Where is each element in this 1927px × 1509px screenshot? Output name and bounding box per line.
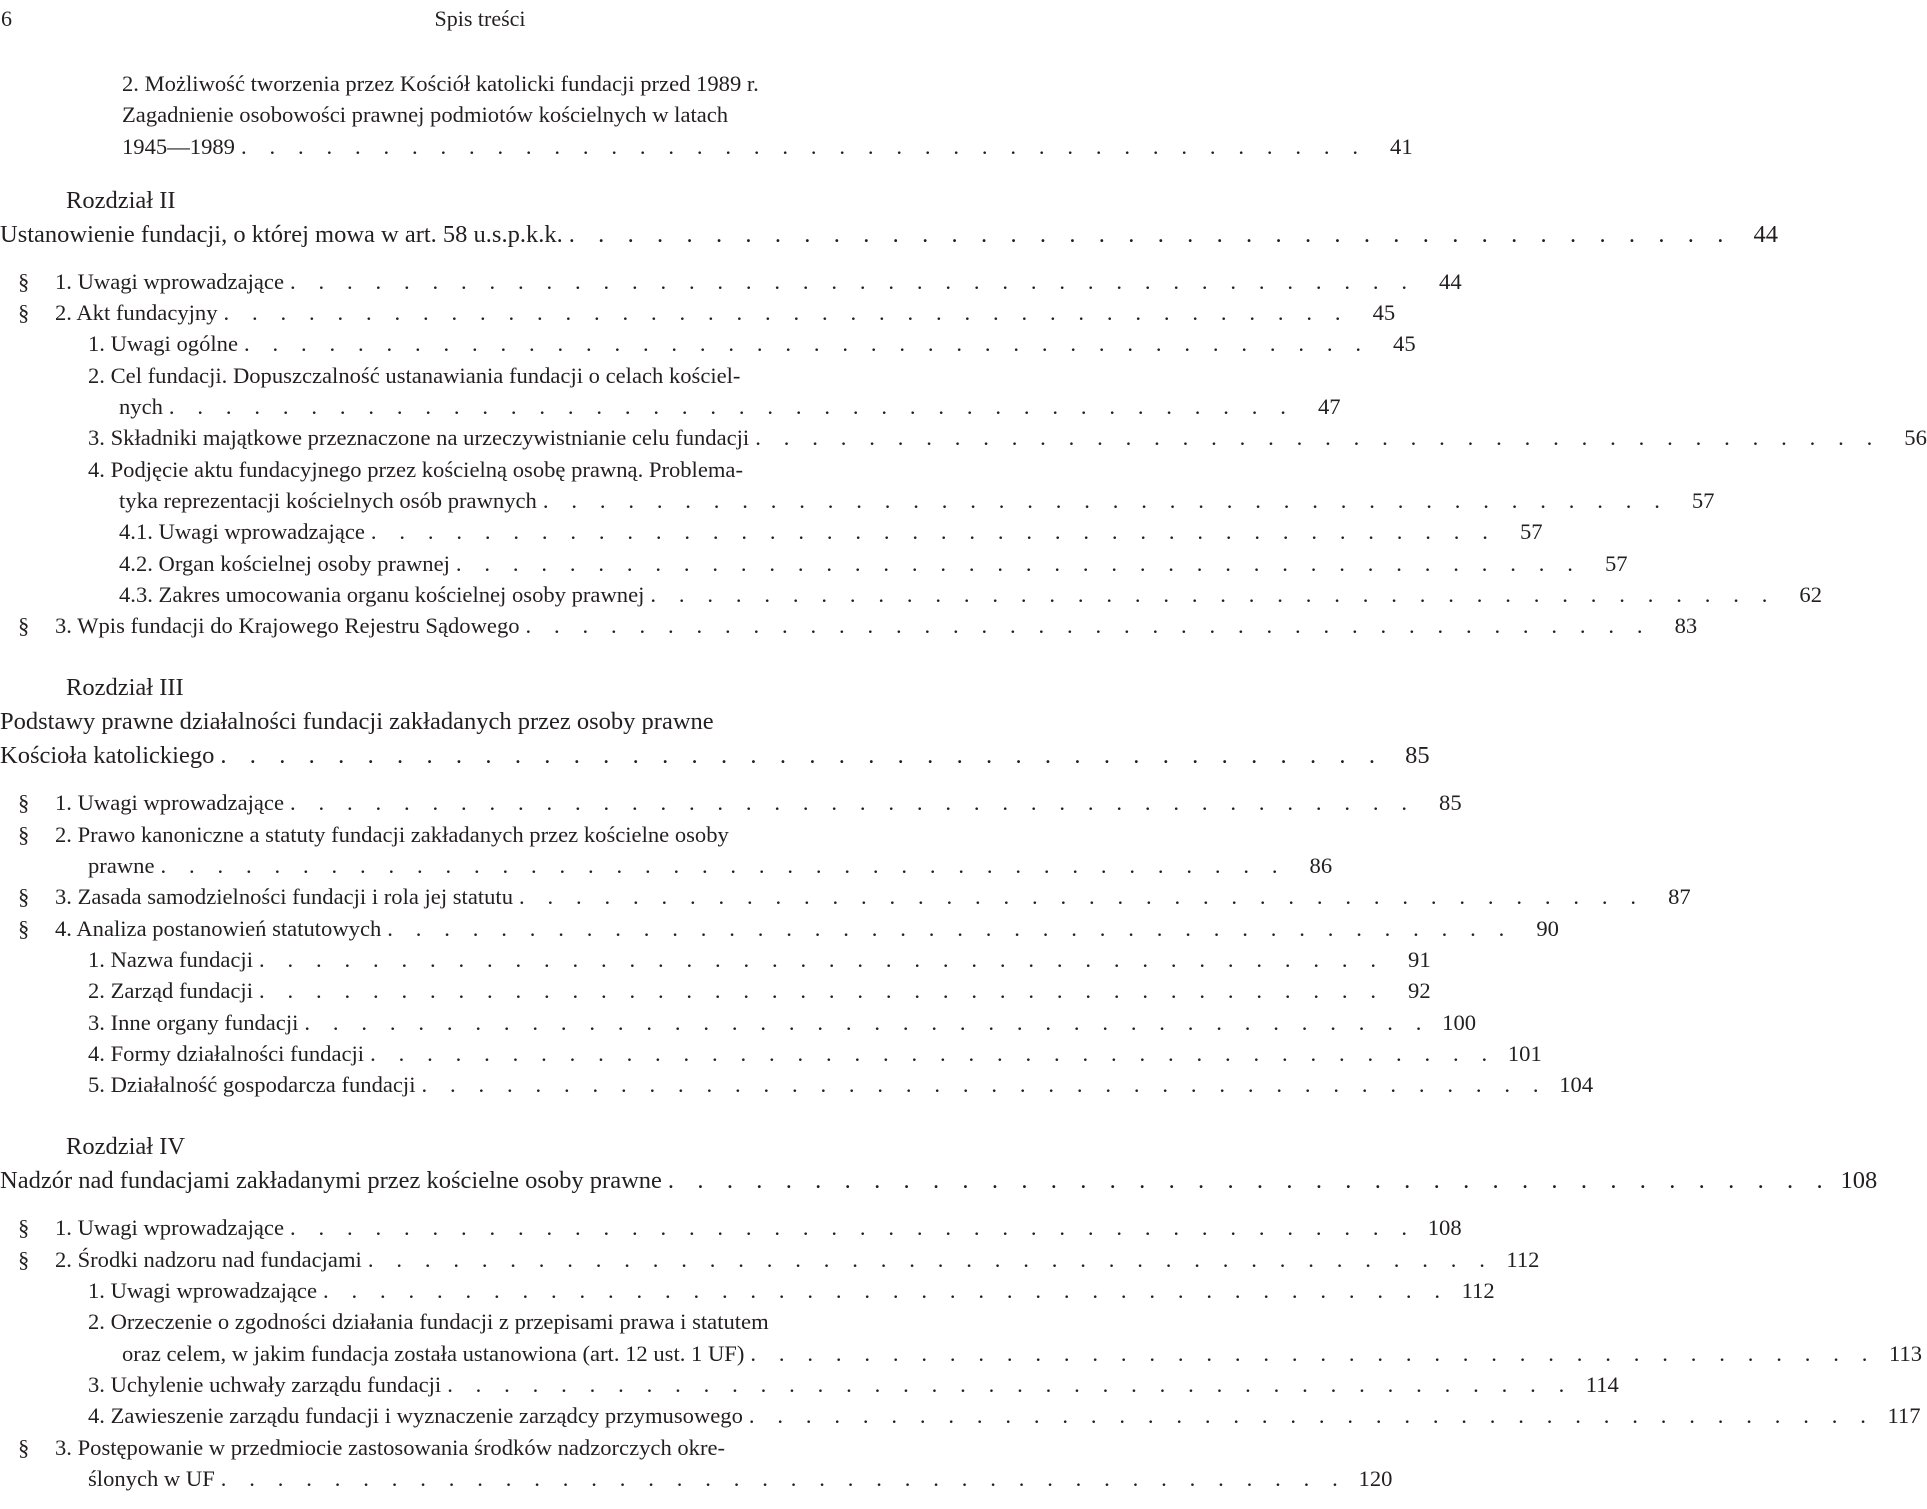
section-sign: § (18, 1215, 30, 1241)
page-ref: 45 (1393, 331, 1416, 357)
entry-title: 4. Formy działalności fundacji (88, 1040, 365, 1066)
toc-line (0, 1338, 1923, 1369)
entry-title: 3. Inne organy fundacji (88, 1009, 299, 1035)
entry-title: 3. Wpis fundacji do Krajowego Rejestru Sądowego (55, 613, 520, 639)
page-ref: 87 (1668, 884, 1691, 910)
entry-title: Nadzór nad fundacjami zakładanymi przez kościelne osoby prawne (0, 1167, 662, 1195)
dot-leader: . . . . . . . . . . . . . . . . . . . . . . . . . . . . . . . . . . . . . . . . (755, 425, 1881, 451)
page-ref: 56 (1904, 425, 1927, 451)
entry-title: Kościoła katolickiego (0, 742, 215, 770)
dot-leader: . . . . . . . . . . . . . . . . . . . . . . . . . . . . . . . . . . . . . . . . (243, 331, 1370, 357)
toc-entry (0, 1069, 1594, 1100)
toc-line (0, 1069, 1594, 1100)
toc-entry (0, 1275, 1495, 1306)
dot-leader: . . . . . . . . . . . . . . . . . . . . . . . . . . . . . . . . . . . . . . . . (750, 1340, 1877, 1366)
toc-line (0, 1164, 1878, 1198)
toc-entry (0, 548, 1628, 579)
section-sign: § (18, 790, 30, 816)
dot-leader: . . . . . . . . . . . . . . . . . . . . . . . . . . . . . . . . . . . . . . . . (258, 978, 1385, 1004)
toc-line (0, 850, 1333, 881)
section-sign: § (18, 821, 30, 847)
toc-line (0, 218, 1778, 252)
dot-leader: . . . . . . . . . . . . . . . . . . . . . . . . . . . . . . . . . . . . . . . . (370, 1040, 1496, 1066)
toc-entry (0, 881, 1691, 912)
toc-line (0, 944, 1431, 975)
toc-entry (0, 1007, 1477, 1038)
entry-title: 2. Akt fundacyjny (55, 300, 218, 326)
toc-line (0, 1306, 956, 1337)
page-ref: 86 (1309, 853, 1333, 879)
entry-title: 3. Zasada samodzielności fundacji i rola jej statutu (55, 884, 514, 910)
page-ref: 108 (1840, 1167, 1878, 1195)
toc-line (0, 422, 1927, 453)
page-ref: 117 (1887, 1403, 1921, 1429)
entry-title: 1. Uwagi ogólne (88, 331, 238, 357)
toc-line (0, 516, 1543, 547)
toc-entry (0, 1432, 1393, 1495)
toc-entry (0, 422, 1927, 453)
entry-title: 2. Cel fundacji. Dopuszczalność ustanawiania fundacji o celach kościel- (88, 362, 741, 388)
toc-line (0, 360, 956, 391)
toc-entry (0, 266, 1462, 297)
page-ref: 83 (1674, 613, 1698, 639)
dot-leader: . . . . . . . . . . . . . . . . . . . . . . . . . . . . . . . . . . . . . . . . (455, 550, 1582, 576)
chapter-heading: Rozdział IV (66, 1133, 186, 1161)
toc-line (0, 975, 1431, 1006)
toc-entry (0, 944, 1431, 975)
toc-line (0, 913, 1559, 944)
entry-title: 1. Uwagi wprowadzające (55, 790, 284, 816)
entry-title: prawne (88, 853, 155, 879)
toc-line (0, 1038, 1542, 1069)
entry-title: tyka reprezentacji kościelnych osób prawnych (119, 487, 537, 513)
section-sign: § (18, 915, 30, 941)
toc-entry (0, 1400, 1921, 1431)
section-sign: § (18, 613, 30, 639)
page-ref: 57 (1519, 519, 1543, 545)
toc-line (0, 1463, 1393, 1494)
toc-line (0, 787, 1462, 818)
toc-line (0, 739, 1430, 773)
entry-title: 2. Prawo kanoniczne a statuty fundacji zakładanych przez kościelne osoby (55, 821, 729, 847)
section-sign: § (18, 300, 30, 326)
toc-line (0, 705, 956, 739)
toc-entry (0, 1244, 1540, 1275)
entry-title: 1. Uwagi wprowadzające (88, 1278, 317, 1304)
page-ref: 112 (1506, 1246, 1540, 1272)
entry-title: 1945—1989 (122, 133, 235, 159)
chapter-heading: Rozdział II (66, 186, 176, 214)
toc-entry (0, 787, 1462, 818)
entry-title: oraz celem, w jakim fundacja została ustanowiona (art. 12 ust. 1 UF) (122, 1340, 745, 1366)
dot-leader: . . . . . . . . . . . . . . . . . . . . . . . . . . . . . . . . . . . . . . . . (259, 946, 1385, 972)
dot-leader: . . . . . . . . . . . . . . . . . . . . . . . . . . . . . . . . . . . . . . . . (240, 133, 1367, 159)
dot-leader: . . . . . . . . . . . . . . . . . . . . . . . . . . . . . . . . . . . . . . . . (568, 220, 1732, 248)
section-sign: § (18, 884, 30, 910)
toc-line (0, 454, 956, 485)
page-ref: 44 (1439, 268, 1462, 294)
running-header (0, 2, 960, 36)
page-ref: 57 (1691, 487, 1715, 513)
page-ref: 45 (1372, 300, 1396, 326)
entry-title: 2. Możliwość tworzenia przez Kościół katolicki fundacji przed 1989 r. (122, 71, 759, 96)
dot-leader: . . . . . . . . . . . . . . . . . . . . . . . . . . . . . . . . . . . . . . . . (220, 1465, 1347, 1491)
page-ref: 101 (1507, 1040, 1542, 1066)
page-ref: 100 (1442, 1009, 1477, 1035)
entry-title: 4.1. Uwagi wprowadzające (119, 519, 365, 545)
page-ref: 91 (1408, 946, 1431, 972)
section-sign: § (18, 1246, 30, 1272)
page-ref: 113 (1888, 1340, 1923, 1366)
table-of-contents (0, 68, 1927, 1494)
dot-leader: . . . . . . . . . . . . . . . . . . . . . . . . . . . . . . . . . . . . . . . . (519, 884, 1645, 910)
entry-title: 3. Uchylenie uchwały zarządu fundacji (88, 1371, 442, 1397)
page-ref: 90 (1536, 915, 1559, 941)
toc-entry (0, 579, 1823, 610)
page-ref: 47 (1317, 394, 1341, 420)
toc-entry (0, 328, 1416, 359)
toc-entry (0, 1369, 1619, 1400)
toc-line (0, 1400, 1921, 1431)
page-ref: 92 (1408, 978, 1431, 1004)
toc-entry (0, 1038, 1542, 1069)
toc-line (0, 1369, 1619, 1400)
entry-title: Zagadnienie osobowości prawnej podmiotów kościelnych w latach (122, 102, 729, 128)
toc-line (0, 297, 1396, 328)
toc-line (0, 485, 1715, 516)
dot-leader: . . . . . . . . . . . . . . . . . . . . . . . . . . . . . . . . . . . . . . . . (168, 394, 1295, 420)
entry-title: 2. Środki nadzoru nad fundacjami (55, 1246, 362, 1272)
toc-line (0, 1212, 1462, 1243)
toc-line (0, 881, 1691, 912)
entry-title: 4.3. Zakres umocowania organu kościelnej osoby prawnej (119, 581, 645, 607)
section-sign: § (18, 1434, 30, 1460)
dot-leader: . . . . . . . . . . . . . . . . . . . . . . . . . . . . . . . . . . . . . . . . (367, 1246, 1494, 1272)
dot-leader: . . . . . . . . . . . . . . . . . . . . . . . . . . . . . . . . . . . . . . . . (289, 1215, 1416, 1241)
dot-leader: . . . . . . . . . . . . . . . . . . . . . . . . . . . . . . . . . . . . . . . . (447, 1371, 1573, 1397)
page-ref: 114 (1585, 1371, 1619, 1397)
dot-leader: . . . . . . . . . . . . . . . . . . . . . . . . . . . . . . . . . . . . . . . . (542, 487, 1669, 513)
dot-leader: . . . . . . . . . . . . . . . . . . . . . . . . . . . . . . . . . . . . . . . . (289, 790, 1416, 816)
toc-line (0, 1244, 1540, 1275)
toc-entry (0, 913, 1559, 944)
toc-line (0, 1275, 1495, 1306)
toc-line (0, 99, 956, 130)
toc-line (0, 579, 1823, 610)
entry-title: Ustanowienie fundacji, o której mowa w art. 58 u.s.p.k.k. (0, 220, 563, 248)
toc-entry (0, 297, 1396, 328)
toc-line (0, 1432, 956, 1463)
toc-line (0, 548, 1628, 579)
entry-title: Podstawy prawne działalności fundacji zakładanych przez osoby prawne (0, 708, 714, 736)
toc-line (0, 68, 956, 99)
toc-entry (0, 610, 1698, 641)
toc-chapter-entry (0, 1130, 1878, 1198)
running-title: Spis treści (434, 6, 526, 31)
entry-title: 3. Składniki majątkowe przeznaczone na urzeczywistnianie celu fundacji (88, 425, 750, 451)
entry-title: 1. Uwagi wprowadzające (55, 268, 284, 294)
toc-line (0, 391, 1341, 422)
toc-entry (0, 1212, 1462, 1243)
toc-line (0, 131, 1413, 162)
dot-leader: . . . . . . . . . . . . . . . . . . . . . . . . . . . . . . . . . . . . . . . . (160, 853, 1287, 879)
entry-title: 4. Podjęcie aktu fundacyjnego przez kościelną osobę prawną. Problema- (88, 456, 743, 482)
entry-title: 5. Działalność gospodarcza fundacji (88, 1072, 416, 1098)
toc-entry (0, 1306, 1923, 1369)
toc-line (0, 1007, 1477, 1038)
toc-line (0, 266, 1462, 297)
page-ref: 108 (1427, 1215, 1462, 1241)
toc-entry (0, 454, 1715, 517)
toc-line (0, 610, 1698, 641)
toc-line (0, 819, 956, 850)
dot-leader: . . . . . . . . . . . . . . . . . . . . . . . . . . . . . . . . . . . . . . . . (748, 1403, 1875, 1429)
dot-leader: . . . . . . . . . . . . . . . . . . . . . . . . . . . . . . . . . . . . . . . . (525, 613, 1652, 639)
entry-title: 3. Postępowanie w przedmiocie zastosowania środków nadzorczych okre- (55, 1434, 726, 1460)
entry-title: 4. Analiza postanowień statutowych (55, 915, 382, 941)
dot-leader: . . . . . . . . . . . . . . . . . . . . . . . . . . . . . . . . . . . . . . . . (370, 519, 1497, 545)
toc-line (0, 328, 1416, 359)
dot-leader: . . . . . . . . . . . . . . . . . . . . . . . . . . . . . . . . . . . . . . . . (304, 1009, 1431, 1035)
dot-leader: . . . . . . . . . . . . . . . . . . . . . . . . . . . . . . . . . . . . . . . . (421, 1072, 1548, 1098)
page-ref: 62 (1799, 581, 1823, 607)
entry-title: 1. Uwagi wprowadzające (55, 1215, 284, 1241)
page-number: 6 (1, 6, 12, 31)
entry-title: ślonych w UF (88, 1465, 215, 1491)
page-ref: 44 (1753, 220, 1778, 248)
entry-title: 4.2. Organ kościelnej osoby prawnej (119, 550, 450, 576)
page-ref: 112 (1461, 1278, 1495, 1304)
page-ref: 85 (1405, 742, 1430, 770)
entry-title: 2. Orzeczenie o zgodności działania fundacji z przepisami prawa i statutem (88, 1309, 769, 1335)
page-ref: 85 (1439, 790, 1462, 816)
toc-entry (0, 819, 1333, 882)
section-sign: § (18, 268, 30, 294)
dot-leader: . . . . . . . . . . . . . . . . . . . . . . . . . . . . . . . . . . . . . . . . (667, 1167, 1832, 1195)
page-ref: 57 (1604, 550, 1628, 576)
dot-leader: . . . . . . . . . . . . . . . . . . . . . . . . . . . . . . . . . . . . . . . . (387, 915, 1513, 941)
dot-leader: . . . . . . . . . . . . . . . . . . . . . . . . . . . . . . . . . . . . . . . . (650, 581, 1777, 607)
entry-title: 4. Zawieszenie zarządu fundacji i wyznaczenie zarządcy przymusowego (88, 1403, 743, 1429)
toc-entry (0, 975, 1431, 1006)
dot-leader: . . . . . . . . . . . . . . . . . . . . . . . . . . . . . . . . . . . . . . . . (322, 1278, 1449, 1304)
entry-title: 1. Nazwa fundacji (88, 946, 253, 972)
toc-entry (0, 360, 1341, 423)
page-ref: 120 (1358, 1465, 1393, 1491)
entry-title: 2. Zarząd fundacji (88, 978, 253, 1004)
toc-entry (0, 516, 1543, 547)
toc-entry (0, 68, 1413, 162)
page-ref: 104 (1559, 1072, 1594, 1098)
dot-leader: . . . . . . . . . . . . . . . . . . . . . . . . . . . . . . . . . . . . . . . . (220, 742, 1384, 770)
chapter-heading: Rozdział III (66, 674, 184, 702)
toc-chapter-entry (0, 671, 1430, 773)
dot-leader: . . . . . . . . . . . . . . . . . . . . . . . . . . . . . . . . . . . . . . . . (223, 300, 1350, 326)
dot-leader: . . . . . . . . . . . . . . . . . . . . . . . . . . . . . . . . . . . . . . . . (289, 268, 1416, 294)
toc-chapter-entry (0, 184, 1778, 252)
entry-title: nych (119, 394, 163, 420)
page-ref: 41 (1390, 133, 1413, 159)
